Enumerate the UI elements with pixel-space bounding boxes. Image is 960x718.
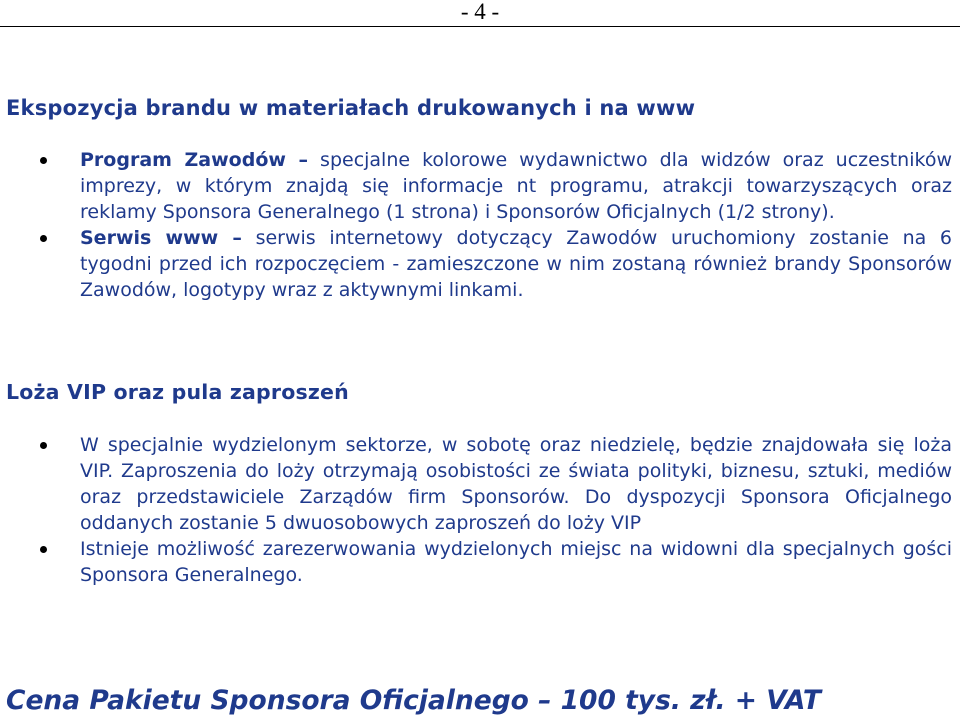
list-item-miejsca-widownia xyxy=(0,536,960,588)
vip-bullet-list xyxy=(0,432,960,588)
bullet-icon xyxy=(40,546,47,553)
branding-bullet-list xyxy=(0,147,960,303)
package-price: Cena Pakietu Sponsora Oficjalnego – 100 tys. zł. + VAT xyxy=(6,685,821,716)
header-divider xyxy=(0,26,960,27)
bullet-icon xyxy=(40,235,47,242)
item-text: W specjalnie wydzielonym sektorze, w sobotę oraz niedzielę, będzie znajdowała się loża VIP. Zaproszenia do loży otrzymają osobistości ze świata polityki, biznesu, sztuki, mediów oraz przedstawiciele Zarządów firm Sponsorów. Do dyspozycji Sponsora Oficjalnego oddanych zostanie 5 dwuosobowych zaproszeń do loży VIP xyxy=(80,434,952,534)
bullet-icon xyxy=(40,442,47,449)
bullet-icon xyxy=(40,157,47,164)
page-number: - 4 - xyxy=(460,0,500,24)
item-lead: Serwis www – xyxy=(80,227,242,249)
list-item-serwis-www xyxy=(0,225,960,303)
item-text: serwis internetowy dotyczący Zawodów uruchomiony zostanie na 6 tygodni przed ich rozpoczęciem - zamieszczone w nim zostaną również brandy Sponsorów Zawodów, logotypy wraz z aktywnymi linkami. xyxy=(80,227,952,301)
section-title-vip: Loża VIP oraz pula zaproszeń xyxy=(6,380,349,404)
item-text: Istnieje możliwość zarezerwowania wydzielonych miejsc na widowni dla specjalnych gości Sponsora Generalnego. xyxy=(80,538,952,586)
list-item-loza-vip xyxy=(0,432,960,536)
section-title-branding: Ekspozycja brandu w materiałach drukowanych i na www xyxy=(6,96,696,120)
item-text: specjalne kolorowe wydawnictwo dla widzów oraz uczestników imprezy, w którym znajdą się informacje nt programu, atrakcji towarzyszących oraz reklamy Sponsora Generalnego (1 strona) i Sponsorów Oficjalnych (1/2 strony). xyxy=(80,149,952,223)
list-item-program-zawodow xyxy=(0,147,960,225)
item-lead: Program Zawodów – xyxy=(80,149,309,171)
